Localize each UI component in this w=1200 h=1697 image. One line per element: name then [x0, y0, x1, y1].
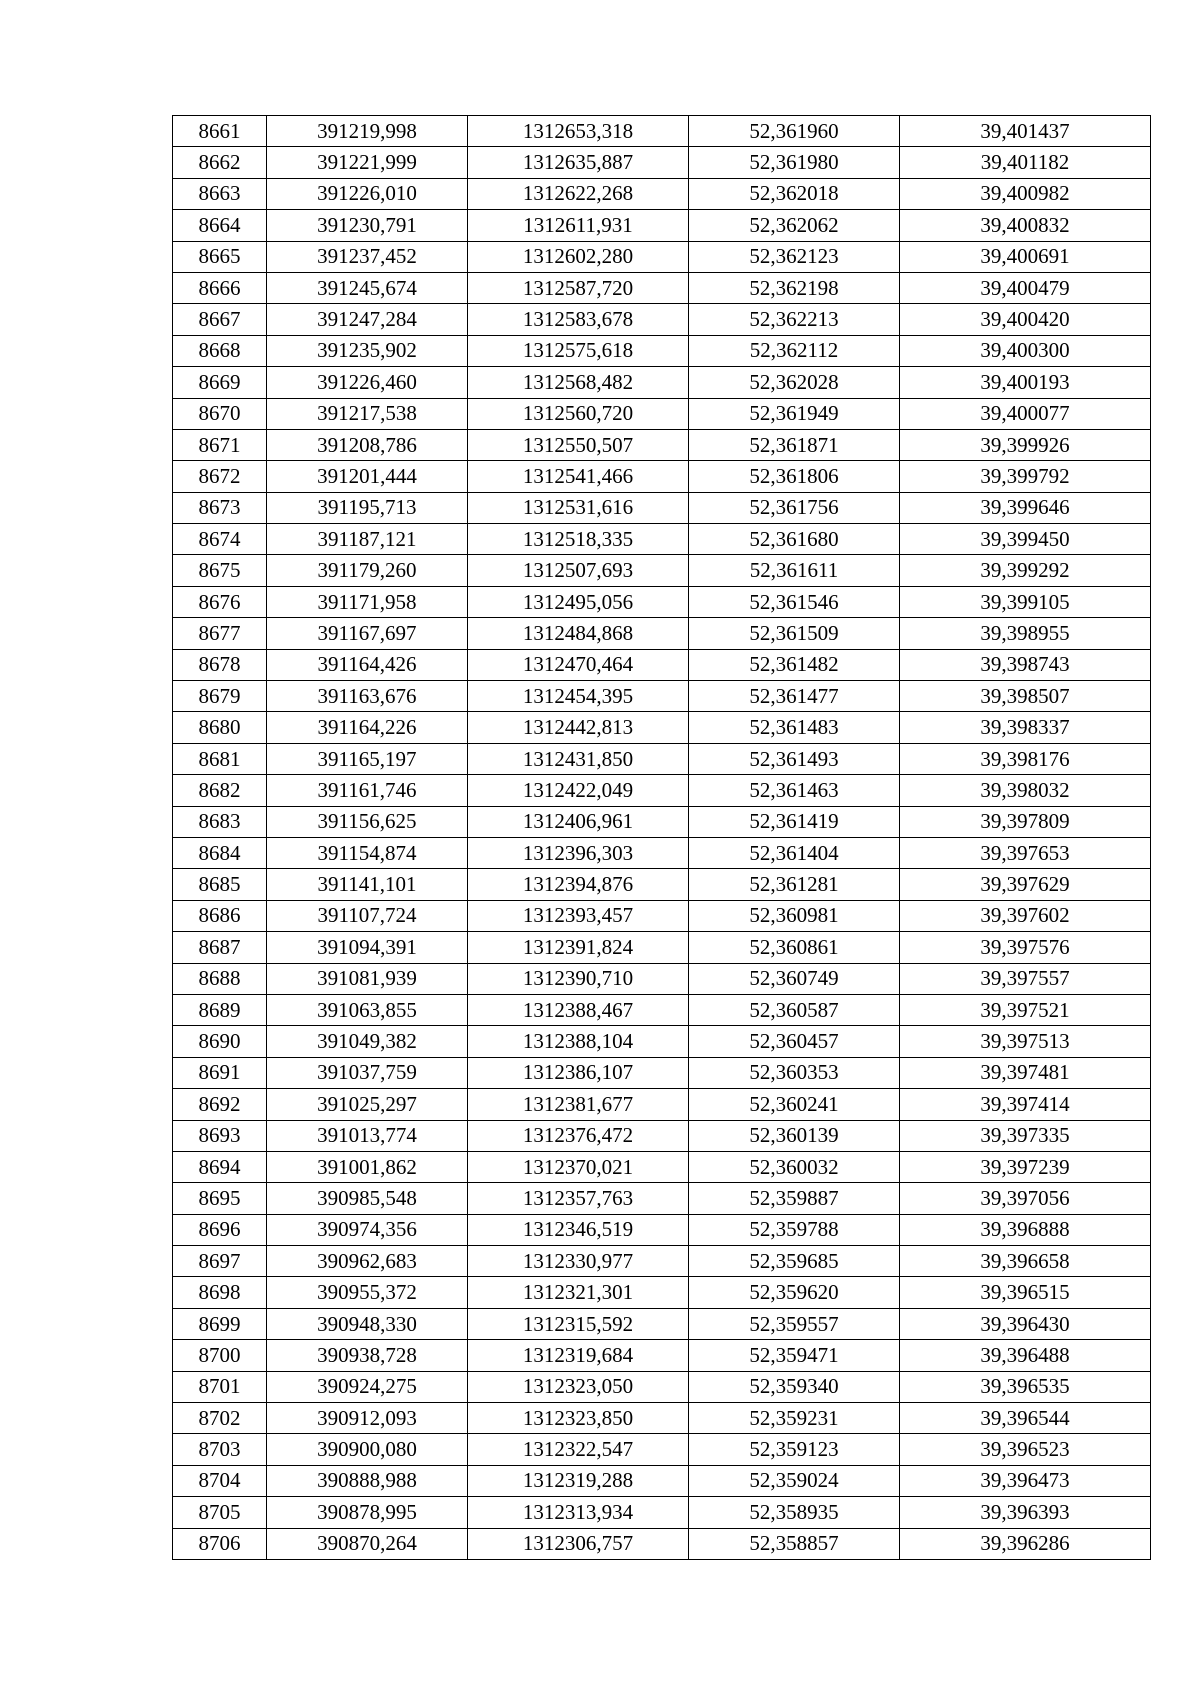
- x-coordinate-cell: 391025,297: [267, 1089, 468, 1120]
- point-number-cell: 8688: [173, 963, 267, 994]
- longitude-cell: 39,396488: [900, 1340, 1151, 1371]
- x-coordinate-cell: 391219,998: [267, 116, 468, 147]
- latitude-cell: 52,359557: [689, 1308, 900, 1339]
- x-coordinate-cell: 391208,786: [267, 429, 468, 460]
- point-number-cell: 8666: [173, 272, 267, 303]
- x-coordinate-cell: 390974,356: [267, 1214, 468, 1245]
- y-coordinate-cell: 1312323,050: [468, 1371, 689, 1402]
- point-number-cell: 8667: [173, 304, 267, 335]
- y-coordinate-cell: 1312431,850: [468, 743, 689, 774]
- x-coordinate-cell: 390924,275: [267, 1371, 468, 1402]
- latitude-cell: 52,361509: [689, 618, 900, 649]
- y-coordinate-cell: 1312393,457: [468, 900, 689, 931]
- longitude-cell: 39,400479: [900, 272, 1151, 303]
- x-coordinate-cell: 390912,093: [267, 1403, 468, 1434]
- y-coordinate-cell: 1312442,813: [468, 712, 689, 743]
- y-coordinate-cell: 1312568,482: [468, 367, 689, 398]
- latitude-cell: 52,361463: [689, 775, 900, 806]
- x-coordinate-cell: 390870,264: [267, 1528, 468, 1559]
- table-row: [173, 1308, 1151, 1339]
- latitude-cell: 52,361806: [689, 461, 900, 492]
- table-row: [173, 178, 1151, 209]
- y-coordinate-cell: 1312315,592: [468, 1308, 689, 1339]
- point-number-cell: 8685: [173, 869, 267, 900]
- table-row: [173, 1465, 1151, 1496]
- latitude-cell: 52,359340: [689, 1371, 900, 1402]
- point-number-cell: 8673: [173, 492, 267, 523]
- table-row: [173, 367, 1151, 398]
- latitude-cell: 52,361680: [689, 524, 900, 555]
- x-coordinate-cell: 391107,724: [267, 900, 468, 931]
- longitude-cell: 39,400077: [900, 398, 1151, 429]
- y-coordinate-cell: 1312357,763: [468, 1183, 689, 1214]
- point-number-cell: 8675: [173, 555, 267, 586]
- point-number-cell: 8694: [173, 1151, 267, 1182]
- latitude-cell: 52,359123: [689, 1434, 900, 1465]
- y-coordinate-cell: 1312376,472: [468, 1120, 689, 1151]
- longitude-cell: 39,397557: [900, 963, 1151, 994]
- y-coordinate-cell: 1312602,280: [468, 241, 689, 272]
- y-coordinate-cell: 1312406,961: [468, 806, 689, 837]
- latitude-cell: 52,358857: [689, 1528, 900, 1559]
- y-coordinate-cell: 1312390,710: [468, 963, 689, 994]
- point-number-cell: 8665: [173, 241, 267, 272]
- table-row: [173, 1214, 1151, 1245]
- point-number-cell: 8690: [173, 1026, 267, 1057]
- x-coordinate-cell: 391154,874: [267, 837, 468, 868]
- table-row: [173, 210, 1151, 241]
- table-row: [173, 900, 1151, 931]
- latitude-cell: 52,361281: [689, 869, 900, 900]
- longitude-cell: 39,398743: [900, 649, 1151, 680]
- point-number-cell: 8696: [173, 1214, 267, 1245]
- longitude-cell: 39,399926: [900, 429, 1151, 460]
- table-row: [173, 1183, 1151, 1214]
- x-coordinate-cell: 391081,939: [267, 963, 468, 994]
- point-number-cell: 8682: [173, 775, 267, 806]
- x-coordinate-cell: 391161,746: [267, 775, 468, 806]
- latitude-cell: 52,362028: [689, 367, 900, 398]
- longitude-cell: 39,397239: [900, 1151, 1151, 1182]
- x-coordinate-cell: 391195,713: [267, 492, 468, 523]
- point-number-cell: 8706: [173, 1528, 267, 1559]
- latitude-cell: 52,361493: [689, 743, 900, 774]
- longitude-cell: 39,396535: [900, 1371, 1151, 1402]
- table-row: [173, 1277, 1151, 1308]
- table-row: [173, 837, 1151, 868]
- y-coordinate-cell: 1312386,107: [468, 1057, 689, 1088]
- latitude-cell: 52,360749: [689, 963, 900, 994]
- x-coordinate-cell: 390962,683: [267, 1246, 468, 1277]
- longitude-cell: 39,399105: [900, 586, 1151, 617]
- latitude-cell: 52,360861: [689, 932, 900, 963]
- y-coordinate-cell: 1312319,288: [468, 1465, 689, 1496]
- longitude-cell: 39,396523: [900, 1434, 1151, 1465]
- latitude-cell: 52,359788: [689, 1214, 900, 1245]
- point-number-cell: 8698: [173, 1277, 267, 1308]
- longitude-cell: 39,397521: [900, 994, 1151, 1025]
- latitude-cell: 52,359887: [689, 1183, 900, 1214]
- latitude-cell: 52,359620: [689, 1277, 900, 1308]
- latitude-cell: 52,362213: [689, 304, 900, 335]
- x-coordinate-cell: 391013,774: [267, 1120, 468, 1151]
- y-coordinate-cell: 1312313,934: [468, 1497, 689, 1528]
- x-coordinate-cell: 391049,382: [267, 1026, 468, 1057]
- table-row: [173, 1089, 1151, 1120]
- latitude-cell: 52,360139: [689, 1120, 900, 1151]
- table-row: [173, 147, 1151, 178]
- y-coordinate-cell: 1312381,677: [468, 1089, 689, 1120]
- y-coordinate-cell: 1312653,318: [468, 116, 689, 147]
- x-coordinate-cell: 391217,538: [267, 398, 468, 429]
- point-number-cell: 8664: [173, 210, 267, 241]
- point-number-cell: 8704: [173, 1465, 267, 1496]
- latitude-cell: 52,360457: [689, 1026, 900, 1057]
- latitude-cell: 52,361482: [689, 649, 900, 680]
- latitude-cell: 52,361404: [689, 837, 900, 868]
- y-coordinate-cell: 1312396,303: [468, 837, 689, 868]
- latitude-cell: 52,361546: [689, 586, 900, 617]
- point-number-cell: 8661: [173, 116, 267, 147]
- x-coordinate-cell: 390878,995: [267, 1497, 468, 1528]
- table-row: [173, 806, 1151, 837]
- point-number-cell: 8702: [173, 1403, 267, 1434]
- longitude-cell: 39,397602: [900, 900, 1151, 931]
- x-coordinate-cell: 391141,101: [267, 869, 468, 900]
- table-row: [173, 1497, 1151, 1528]
- point-number-cell: 8671: [173, 429, 267, 460]
- table-row: [173, 1340, 1151, 1371]
- coordinates-table: [172, 115, 1151, 1560]
- x-coordinate-cell: 391226,010: [267, 178, 468, 209]
- x-coordinate-cell: 391247,284: [267, 304, 468, 335]
- table-row: [173, 681, 1151, 712]
- x-coordinate-cell: 390938,728: [267, 1340, 468, 1371]
- latitude-cell: 52,362112: [689, 335, 900, 366]
- latitude-cell: 52,360032: [689, 1151, 900, 1182]
- table-row: [173, 994, 1151, 1025]
- longitude-cell: 39,397809: [900, 806, 1151, 837]
- point-number-cell: 8701: [173, 1371, 267, 1402]
- y-coordinate-cell: 1312550,507: [468, 429, 689, 460]
- latitude-cell: 52,359231: [689, 1403, 900, 1434]
- longitude-cell: 39,401182: [900, 147, 1151, 178]
- x-coordinate-cell: 390900,080: [267, 1434, 468, 1465]
- table-row: [173, 241, 1151, 272]
- latitude-cell: 52,360981: [689, 900, 900, 931]
- point-number-cell: 8679: [173, 681, 267, 712]
- point-number-cell: 8683: [173, 806, 267, 837]
- x-coordinate-cell: 391063,855: [267, 994, 468, 1025]
- latitude-cell: 52,361611: [689, 555, 900, 586]
- table-row: [173, 492, 1151, 523]
- y-coordinate-cell: 1312495,056: [468, 586, 689, 617]
- y-coordinate-cell: 1312319,684: [468, 1340, 689, 1371]
- longitude-cell: 39,397653: [900, 837, 1151, 868]
- y-coordinate-cell: 1312622,268: [468, 178, 689, 209]
- point-number-cell: 8672: [173, 461, 267, 492]
- latitude-cell: 52,361756: [689, 492, 900, 523]
- y-coordinate-cell: 1312518,335: [468, 524, 689, 555]
- table-row: [173, 116, 1151, 147]
- longitude-cell: 39,397576: [900, 932, 1151, 963]
- point-number-cell: 8676: [173, 586, 267, 617]
- point-number-cell: 8699: [173, 1308, 267, 1339]
- table-row: [173, 304, 1151, 335]
- y-coordinate-cell: 1312470,464: [468, 649, 689, 680]
- longitude-cell: 39,396658: [900, 1246, 1151, 1277]
- table-row: [173, 618, 1151, 649]
- point-number-cell: 8662: [173, 147, 267, 178]
- longitude-cell: 39,396473: [900, 1465, 1151, 1496]
- point-number-cell: 8681: [173, 743, 267, 774]
- table-row: [173, 586, 1151, 617]
- point-number-cell: 8677: [173, 618, 267, 649]
- table-row: [173, 1403, 1151, 1434]
- longitude-cell: 39,396888: [900, 1214, 1151, 1245]
- table-row: [173, 1528, 1151, 1559]
- point-number-cell: 8705: [173, 1497, 267, 1528]
- point-number-cell: 8663: [173, 178, 267, 209]
- longitude-cell: 39,398337: [900, 712, 1151, 743]
- table-row: [173, 524, 1151, 555]
- y-coordinate-cell: 1312321,301: [468, 1277, 689, 1308]
- y-coordinate-cell: 1312323,850: [468, 1403, 689, 1434]
- table-row: [173, 1120, 1151, 1151]
- x-coordinate-cell: 391235,902: [267, 335, 468, 366]
- longitude-cell: 39,399646: [900, 492, 1151, 523]
- point-number-cell: 8674: [173, 524, 267, 555]
- longitude-cell: 39,397414: [900, 1089, 1151, 1120]
- longitude-cell: 39,399450: [900, 524, 1151, 555]
- y-coordinate-cell: 1312575,618: [468, 335, 689, 366]
- longitude-cell: 39,396430: [900, 1308, 1151, 1339]
- point-number-cell: 8680: [173, 712, 267, 743]
- longitude-cell: 39,398032: [900, 775, 1151, 806]
- x-coordinate-cell: 391164,426: [267, 649, 468, 680]
- x-coordinate-cell: 390985,548: [267, 1183, 468, 1214]
- longitude-cell: 39,397056: [900, 1183, 1151, 1214]
- latitude-cell: 52,362018: [689, 178, 900, 209]
- latitude-cell: 52,361477: [689, 681, 900, 712]
- table-row: [173, 429, 1151, 460]
- x-coordinate-cell: 391221,999: [267, 147, 468, 178]
- point-number-cell: 8703: [173, 1434, 267, 1465]
- x-coordinate-cell: 391156,625: [267, 806, 468, 837]
- table-row: [173, 1026, 1151, 1057]
- latitude-cell: 52,361419: [689, 806, 900, 837]
- table-row: [173, 1246, 1151, 1277]
- longitude-cell: 39,400691: [900, 241, 1151, 272]
- point-number-cell: 8668: [173, 335, 267, 366]
- coordinates-table-body: [173, 116, 1151, 1560]
- latitude-cell: 52,359024: [689, 1465, 900, 1496]
- longitude-cell: 39,397335: [900, 1120, 1151, 1151]
- latitude-cell: 52,358935: [689, 1497, 900, 1528]
- longitude-cell: 39,400982: [900, 178, 1151, 209]
- table-row: [173, 869, 1151, 900]
- x-coordinate-cell: 391163,676: [267, 681, 468, 712]
- longitude-cell: 39,398955: [900, 618, 1151, 649]
- point-number-cell: 8695: [173, 1183, 267, 1214]
- x-coordinate-cell: 391201,444: [267, 461, 468, 492]
- longitude-cell: 39,399292: [900, 555, 1151, 586]
- y-coordinate-cell: 1312635,887: [468, 147, 689, 178]
- latitude-cell: 52,362062: [689, 210, 900, 241]
- longitude-cell: 39,397629: [900, 869, 1151, 900]
- table-row: [173, 335, 1151, 366]
- y-coordinate-cell: 1312388,104: [468, 1026, 689, 1057]
- latitude-cell: 52,361980: [689, 147, 900, 178]
- table-row: [173, 649, 1151, 680]
- y-coordinate-cell: 1312391,824: [468, 932, 689, 963]
- latitude-cell: 52,360241: [689, 1089, 900, 1120]
- longitude-cell: 39,396286: [900, 1528, 1151, 1559]
- y-coordinate-cell: 1312484,868: [468, 618, 689, 649]
- x-coordinate-cell: 391171,958: [267, 586, 468, 617]
- latitude-cell: 52,361960: [689, 116, 900, 147]
- x-coordinate-cell: 391037,759: [267, 1057, 468, 1088]
- y-coordinate-cell: 1312587,720: [468, 272, 689, 303]
- point-number-cell: 8669: [173, 367, 267, 398]
- latitude-cell: 52,359471: [689, 1340, 900, 1371]
- x-coordinate-cell: 391245,674: [267, 272, 468, 303]
- latitude-cell: 52,362198: [689, 272, 900, 303]
- x-coordinate-cell: 391187,121: [267, 524, 468, 555]
- x-coordinate-cell: 391001,862: [267, 1151, 468, 1182]
- latitude-cell: 52,361949: [689, 398, 900, 429]
- y-coordinate-cell: 1312611,931: [468, 210, 689, 241]
- latitude-cell: 52,360587: [689, 994, 900, 1025]
- longitude-cell: 39,398176: [900, 743, 1151, 774]
- point-number-cell: 8700: [173, 1340, 267, 1371]
- y-coordinate-cell: 1312560,720: [468, 398, 689, 429]
- table-row: [173, 555, 1151, 586]
- table-row: [173, 1434, 1151, 1465]
- table-row: [173, 272, 1151, 303]
- latitude-cell: 52,362123: [689, 241, 900, 272]
- point-number-cell: 8692: [173, 1089, 267, 1120]
- y-coordinate-cell: 1312583,678: [468, 304, 689, 335]
- longitude-cell: 39,400420: [900, 304, 1151, 335]
- x-coordinate-cell: 391237,452: [267, 241, 468, 272]
- longitude-cell: 39,401437: [900, 116, 1151, 147]
- longitude-cell: 39,396544: [900, 1403, 1151, 1434]
- point-number-cell: 8684: [173, 837, 267, 868]
- point-number-cell: 8689: [173, 994, 267, 1025]
- point-number-cell: 8697: [173, 1246, 267, 1277]
- x-coordinate-cell: 391179,260: [267, 555, 468, 586]
- table-row: [173, 1151, 1151, 1182]
- x-coordinate-cell: 390948,330: [267, 1308, 468, 1339]
- y-coordinate-cell: 1312370,021: [468, 1151, 689, 1182]
- table-row: [173, 963, 1151, 994]
- longitude-cell: 39,398507: [900, 681, 1151, 712]
- longitude-cell: 39,400832: [900, 210, 1151, 241]
- point-number-cell: 8691: [173, 1057, 267, 1088]
- y-coordinate-cell: 1312330,977: [468, 1246, 689, 1277]
- longitude-cell: 39,396393: [900, 1497, 1151, 1528]
- x-coordinate-cell: 390888,988: [267, 1465, 468, 1496]
- longitude-cell: 39,400193: [900, 367, 1151, 398]
- table-row: [173, 775, 1151, 806]
- longitude-cell: 39,397481: [900, 1057, 1151, 1088]
- y-coordinate-cell: 1312346,519: [468, 1214, 689, 1245]
- x-coordinate-cell: 391165,197: [267, 743, 468, 774]
- y-coordinate-cell: 1312394,876: [468, 869, 689, 900]
- table-row: [173, 1057, 1151, 1088]
- table-row: [173, 461, 1151, 492]
- table-row: [173, 1371, 1151, 1402]
- y-coordinate-cell: 1312306,757: [468, 1528, 689, 1559]
- table-row: [173, 932, 1151, 963]
- x-coordinate-cell: 391167,697: [267, 618, 468, 649]
- latitude-cell: 52,361871: [689, 429, 900, 460]
- longitude-cell: 39,397513: [900, 1026, 1151, 1057]
- y-coordinate-cell: 1312507,693: [468, 555, 689, 586]
- y-coordinate-cell: 1312531,616: [468, 492, 689, 523]
- longitude-cell: 39,400300: [900, 335, 1151, 366]
- longitude-cell: 39,399792: [900, 461, 1151, 492]
- latitude-cell: 52,361483: [689, 712, 900, 743]
- point-number-cell: 8686: [173, 900, 267, 931]
- x-coordinate-cell: 391164,226: [267, 712, 468, 743]
- y-coordinate-cell: 1312541,466: [468, 461, 689, 492]
- x-coordinate-cell: 391094,391: [267, 932, 468, 963]
- point-number-cell: 8678: [173, 649, 267, 680]
- y-coordinate-cell: 1312322,547: [468, 1434, 689, 1465]
- x-coordinate-cell: 391226,460: [267, 367, 468, 398]
- y-coordinate-cell: 1312388,467: [468, 994, 689, 1025]
- point-number-cell: 8687: [173, 932, 267, 963]
- y-coordinate-cell: 1312422,049: [468, 775, 689, 806]
- longitude-cell: 39,396515: [900, 1277, 1151, 1308]
- x-coordinate-cell: 390955,372: [267, 1277, 468, 1308]
- latitude-cell: 52,360353: [689, 1057, 900, 1088]
- table-row: [173, 712, 1151, 743]
- table-row: [173, 743, 1151, 774]
- table-row: [173, 398, 1151, 429]
- point-number-cell: 8670: [173, 398, 267, 429]
- y-coordinate-cell: 1312454,395: [468, 681, 689, 712]
- point-number-cell: 8693: [173, 1120, 267, 1151]
- x-coordinate-cell: 391230,791: [267, 210, 468, 241]
- latitude-cell: 52,359685: [689, 1246, 900, 1277]
